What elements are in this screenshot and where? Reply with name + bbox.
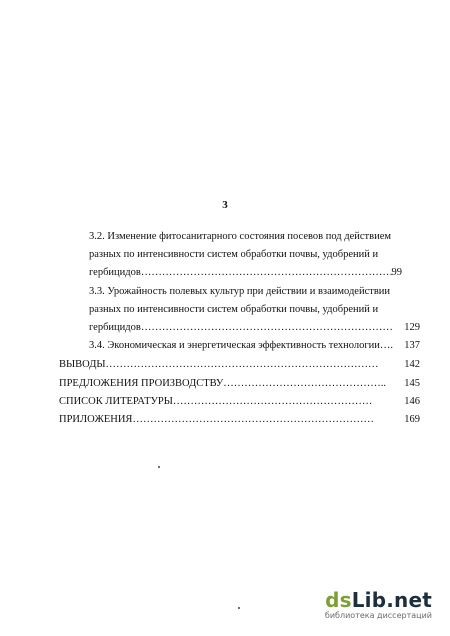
scan-speck bbox=[238, 607, 240, 609]
toc-page-appendices: 169 bbox=[404, 414, 420, 425]
dslib-watermark bbox=[324, 588, 434, 624]
toc-entry-references: СПИСОК ЛИТЕРАТУРЫ………………………………………………… bbox=[59, 396, 373, 407]
toc-entry-3-3-line-3: гербицидов……………………………………………………………… bbox=[89, 322, 393, 333]
toc-entry-3-2-line-1: 3.2. Изменение фитосанитарного состояния посевов под действием bbox=[89, 231, 391, 242]
toc-page-references: 146 bbox=[404, 396, 420, 407]
toc-page-proposals: 145 bbox=[404, 378, 420, 389]
toc-entry-3-2-line-3: гербицидов……………………………………………………………… bbox=[89, 267, 393, 278]
toc-entry-proposals: ПРЕДЛОЖЕНИЯ ПРОИЗВОДСТВУ……………………………………….. bbox=[59, 378, 387, 389]
toc-entry-3-3-line-1: 3.3. Урожайность полевых культур при действии и взаимодействии bbox=[89, 286, 391, 297]
page-number: 3 bbox=[222, 199, 228, 211]
toc-entry-appendices: ПРИЛОЖЕНИЯ…………………………………………………………… bbox=[59, 414, 374, 425]
dslib-logo: dsLib.net bbox=[325, 588, 432, 612]
toc-page-3-2: 99 bbox=[391, 267, 402, 278]
toc-entry-3-2-line-2: разных по интенсивности систем обработки почвы, удобрений и bbox=[89, 249, 379, 260]
toc-page-conclusions: 142 bbox=[404, 359, 420, 370]
toc-page-3-4: 137 bbox=[404, 340, 420, 351]
toc-entry-3-3-line-2: разных по интенсивности систем обработки почвы, удобрений и bbox=[89, 304, 379, 315]
toc-entry-3-4: 3.4. Экономическая и энергетическая эффективность технологии…. bbox=[89, 340, 394, 351]
toc-page-3-3: 129 bbox=[404, 322, 420, 333]
toc-entry-conclusions: ВЫВОДЫ…………………………………………………………………… bbox=[59, 359, 379, 370]
scan-speck bbox=[158, 466, 160, 468]
dslib-caption: библиотека диссертаций bbox=[324, 611, 432, 620]
